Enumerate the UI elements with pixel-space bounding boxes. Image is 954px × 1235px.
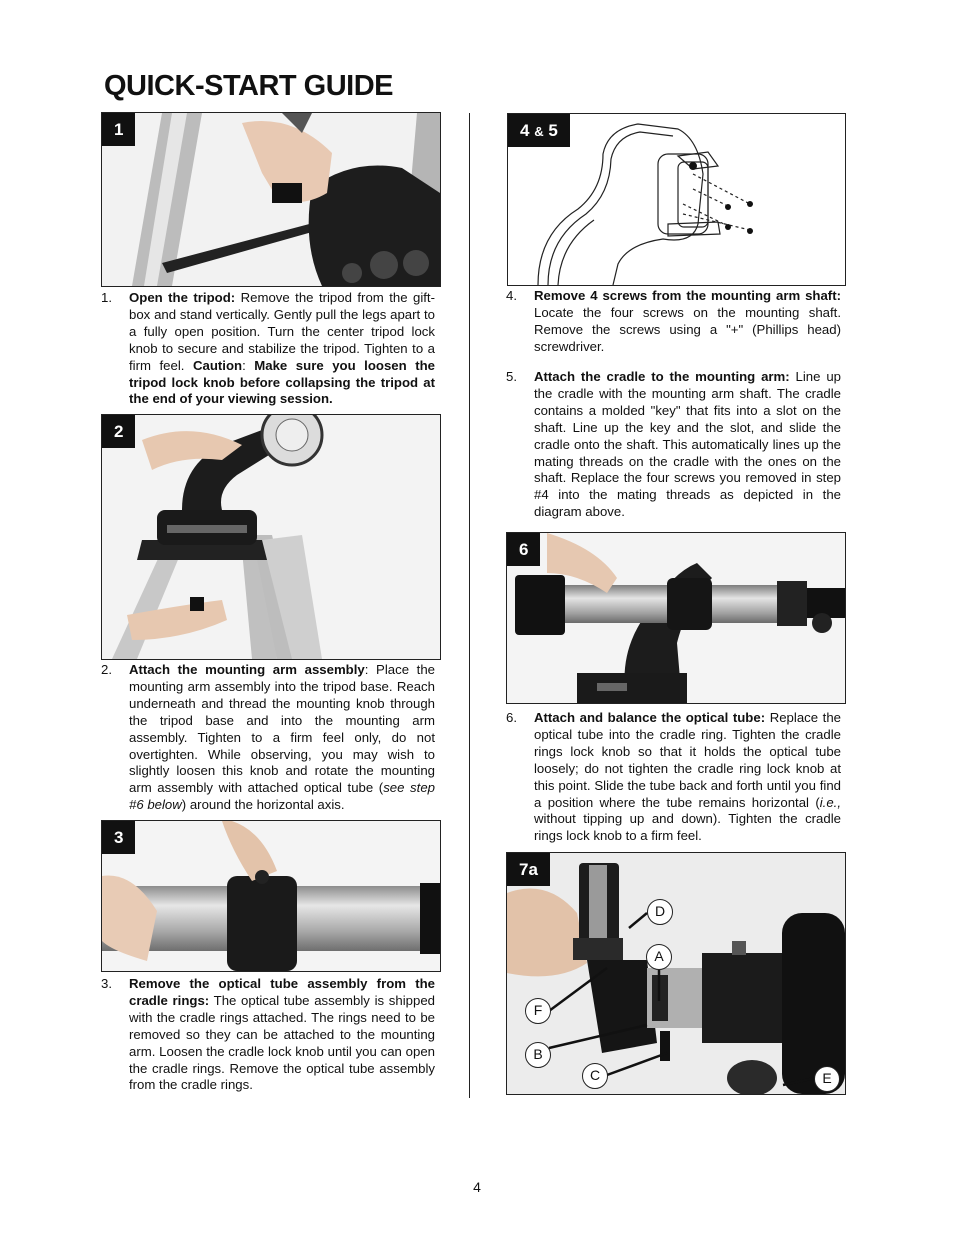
figure-7a-eyepiece xyxy=(506,852,846,1095)
figure-2-photo xyxy=(102,415,440,659)
figure-4-5-cradle-diagram xyxy=(507,113,846,286)
step-4-text: Locate the four screws on the mounting shaft. Remove the screws using a "+" (Phillips head) screwdriver. xyxy=(534,304,841,354)
step-1 xyxy=(101,290,435,408)
figure-6-balance-tube xyxy=(506,532,846,704)
figure-3-badge: 3 xyxy=(102,821,135,854)
figure-4-5-num-a: 4 xyxy=(520,121,530,140)
callout-e: E xyxy=(814,1066,840,1092)
step-3-text: The optical tube assembly is shipped with the cradle rings attached. The rings need to be removed so they can be attached to the mounting arm. Loosen the cradle lock knob until you can open the cradle rings. Remove the optical tube assembly from the cradle rings. xyxy=(129,992,435,1093)
figure-3-photo xyxy=(102,821,440,971)
figure-6-badge: 6 xyxy=(507,533,540,566)
figure-4-5-badge xyxy=(508,114,570,147)
figure-2-badge: 2 xyxy=(102,415,135,448)
step-1-number: 1. xyxy=(101,290,112,305)
step-6-italic: i.e., xyxy=(819,794,841,810)
figure-1-tripod xyxy=(101,112,441,287)
page-number: 4 xyxy=(473,1179,481,1195)
column-divider xyxy=(469,113,470,1098)
step-5-text: Line up the cradle with the mounting arm shaft. The cradle contains a molded "key" that fits into a slot on the shaft. Line up the key and the slot, and slide the cradle onto the shaft. This automatically lines up the mating threads on the cradle with the ones on the shaft. Replace the four screws you removed in step #4 into the mating threads as depicted in the diagram above. xyxy=(534,369,841,520)
step-2-number: 2. xyxy=(101,662,112,677)
step-3-number: 3. xyxy=(101,976,112,991)
callout-d: D xyxy=(647,899,673,925)
figure-7a-photo xyxy=(507,853,845,1094)
step-2-italic: see step #6 below xyxy=(129,780,435,813)
figure-4-5-amp: & xyxy=(534,124,544,139)
step-4 xyxy=(506,288,841,356)
step-3 xyxy=(101,976,435,1094)
step-6-number: 6. xyxy=(506,710,517,725)
step-4-number: 4. xyxy=(506,288,517,303)
page-title: QUICK-START GUIDE xyxy=(104,70,394,102)
step-2-text: : Place the mounting arm assembly into the tripod base. Reach underneath and thread the mounting knob through the tripod base and into the mounting arm assembly. Tighten to a firm feel only, do not overtighten. While observing, you may wish to slightly loosen this knob and rotate the mounting arm assembly with attached optical tube ( xyxy=(129,662,435,796)
figure-4-5-num-b: 5 xyxy=(548,121,558,140)
step-1-caution-text: Make sure you loosen the tripod lock knob before collapsing the tripod at the end of your viewing session. xyxy=(129,357,435,407)
figure-2-mounting-arm xyxy=(101,414,441,660)
step-1-text: Remove the tripod from the gift-box and stand vertically. Gently pull the legs apart to a fully open position. Turn the center tripod lock knob to secure and stabilize the tripod. Tighten to a firm feel. xyxy=(129,290,435,373)
step-1-caution-label: Caution xyxy=(192,357,243,373)
callout-c: C xyxy=(582,1063,608,1089)
step-1-heading: Open the tripod: xyxy=(129,290,236,305)
step-2-text-end: ) around the horizontal axis. xyxy=(181,797,345,813)
step-4-heading: Remove 4 screws from the mounting arm shaft: xyxy=(534,288,841,303)
figure-7a-badge: 7a xyxy=(507,853,550,886)
figure-3-optical-tube xyxy=(101,820,441,972)
step-5 xyxy=(506,369,841,521)
figure-6-photo xyxy=(507,533,845,703)
step-1-colon: : xyxy=(242,357,255,373)
step-2-heading: Attach the mounting arm assembly xyxy=(129,662,365,677)
step-2 xyxy=(101,662,435,814)
callout-b: B xyxy=(525,1042,551,1068)
callout-a: A xyxy=(646,944,672,970)
step-5-heading: Attach the cradle to the mounting arm: xyxy=(534,369,790,384)
callout-f: F xyxy=(525,998,551,1024)
step-3-heading: Remove the optical tube assembly from the cradle rings: xyxy=(129,976,435,1008)
step-6-heading: Attach and balance the optical tube: xyxy=(534,710,766,725)
step-6-text-end: without tipping up and down). Tighten the cradle rings lock knob to a firm feel. xyxy=(534,811,841,844)
step-6 xyxy=(506,710,842,845)
figure-1-photo xyxy=(102,113,440,286)
step-6-text: Replace the optical tube into the cradle ring. Tighten the cradle rings lock knob so that it holds the optical tube loosely; do not tighten the cradle ring lock knob at this point. Slide the tube back and forth until you find a position where the tube remains horizontal ( xyxy=(534,710,842,810)
step-5-number: 5. xyxy=(506,369,517,384)
figure-1-badge: 1 xyxy=(102,113,135,146)
